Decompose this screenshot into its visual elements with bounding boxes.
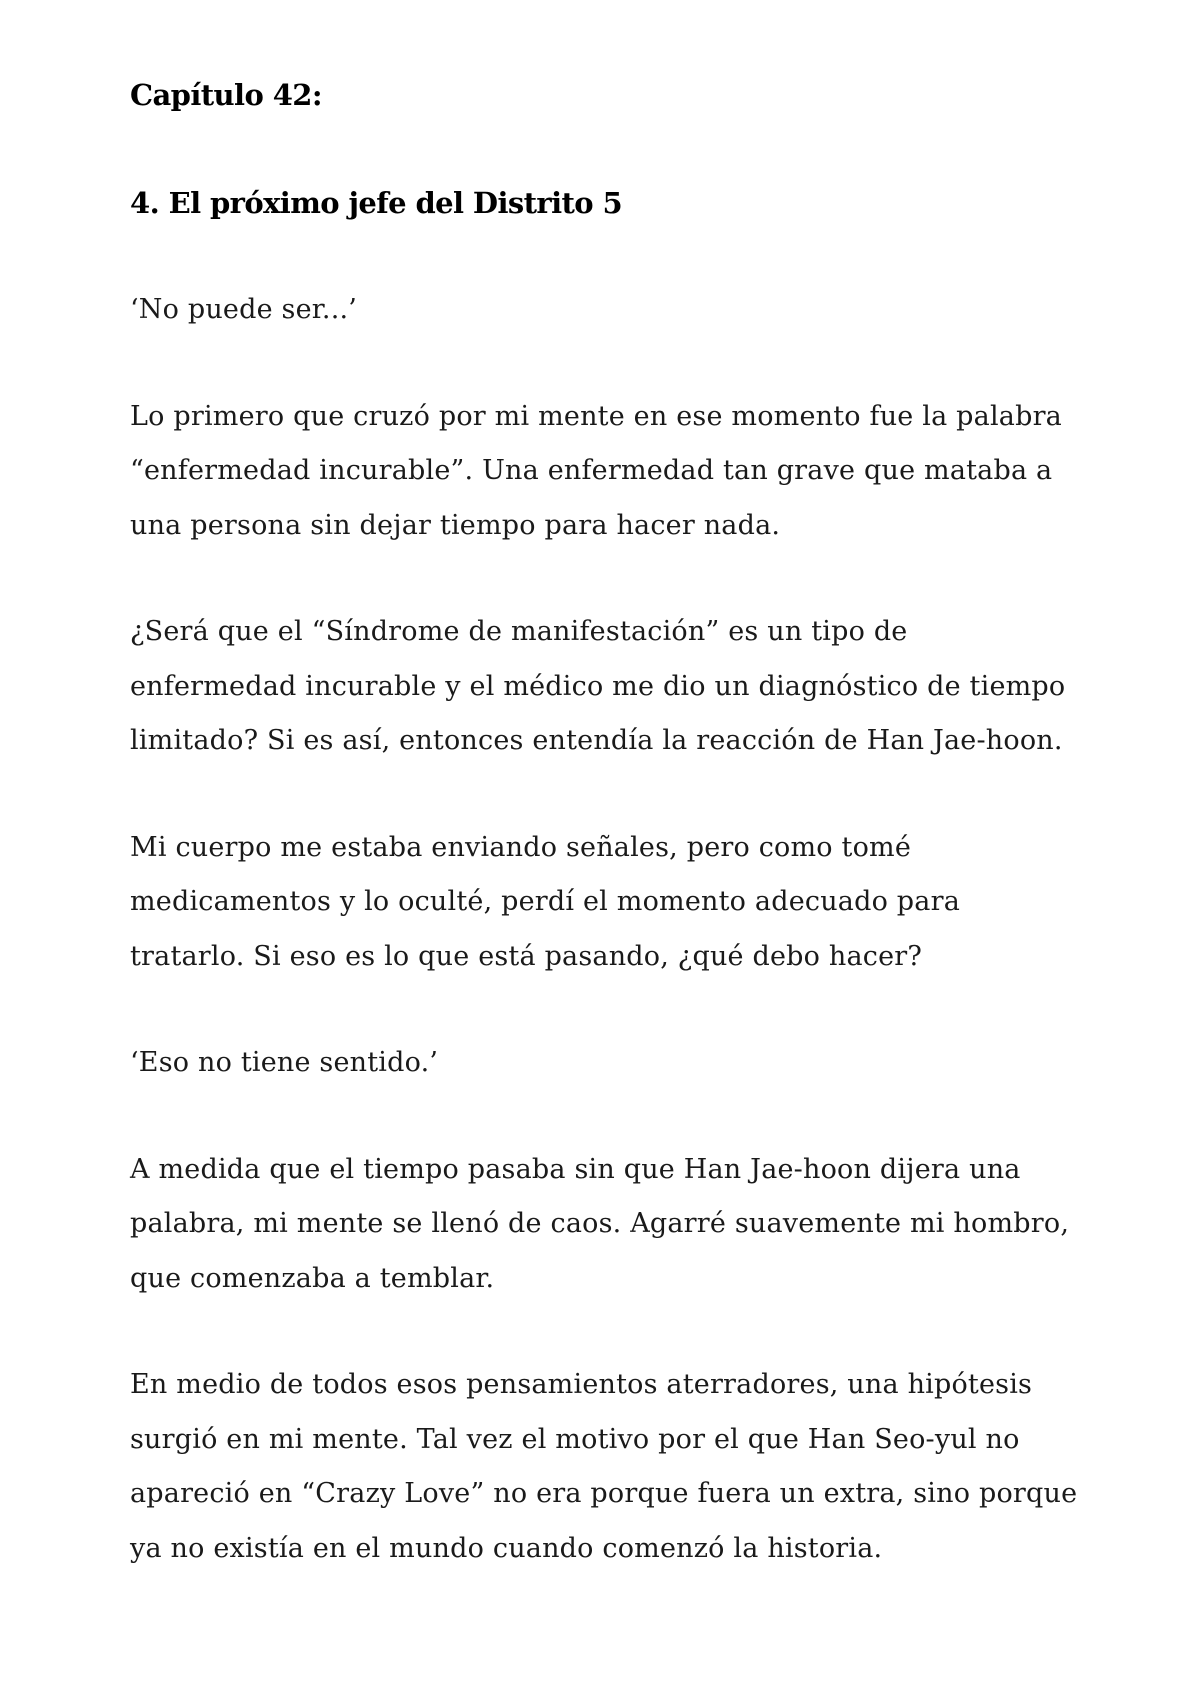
text-line: ‘Eso no tiene sentido.’ [130,1047,439,1078]
text-line: limitado? Si es así, entonces entendía la reacción de Han Jae-hoon. [130,725,1063,756]
document-body [130,68,1090,1576]
text-line: “enfermedad incurable”. Una enfermedad tan grave que mataba a [130,455,1053,486]
text-line: En medio de todos esos pensamientos aterradores, una hipótesis [130,1369,1033,1400]
text-line: apareció en “Crazy Love” no era porque fuera un extra, sino porque [130,1478,1078,1509]
paragraph [130,1143,1090,1307]
text-line: Mi cuerpo me estaba enviando señales, pero como tomé [130,831,912,863]
section-title: 4. El próximo jefe del Distrito 5 [130,186,623,220]
paragraph [130,390,1090,554]
paragraph [130,1036,1090,1091]
paragraph [130,283,1090,338]
text-line: ya no existía en el mundo cuando comenzó la historia. [130,1532,883,1564]
text-line: una persona sin dejar tiempo para hacer nada. [130,509,781,541]
text-line: ‘No puede ser...’ [130,294,358,325]
text-line: medicamentos y lo oculté, perdí el momento adecuado para [130,886,960,917]
text-line: que comenzaba a temblar. [130,1262,495,1294]
text-line: Lo primero que cruzó por mi mente en ese momento fue la palabra [130,400,1062,432]
text-line: A medida que el tiempo pasaba sin que Han Jae-hoon dijera una [130,1153,1021,1185]
chapter-title: Capítulo 42: [130,78,322,112]
paragraph [130,1358,1090,1576]
text-line: tratarlo. Si eso es lo que está pasando, ¿qué debo hacer? [130,940,923,972]
text-line: surgió en mi mente. Tal vez el motivo por el que Han Seo-yul no [130,1423,1020,1455]
text-line: enfermedad incurable y el médico me dio un diagnóstico de tiempo [130,670,1066,702]
paragraph [130,821,1090,985]
text-line: palabra, mi mente se llenó de caos. Agarré suavemente mi hombro, [130,1208,1070,1239]
paragraph [130,605,1090,769]
text-line: ¿Será que el “Síndrome de manifestación” es un tipo de [130,616,908,647]
